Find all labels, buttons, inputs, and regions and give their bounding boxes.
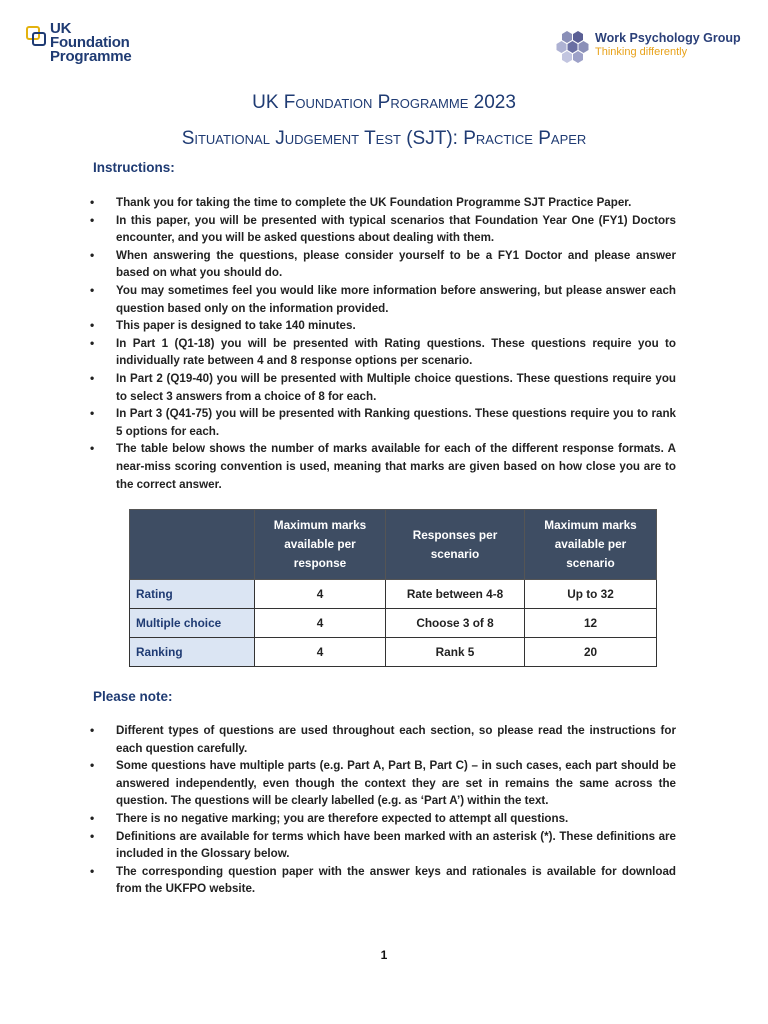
row-header-cell: Rating [130, 580, 255, 609]
list-item: • There is no negative marking; you are therefore expected to attempt all questions. [116, 810, 676, 828]
list-item: • Thank you for taking the time to complete the UK Foundation Programme SJT Practice Paper. [116, 194, 676, 212]
table-cell: 12 [525, 609, 657, 638]
please-note-heading: Please note: [93, 689, 173, 704]
row-header-cell: Ranking [130, 638, 255, 667]
logo-company-name: Work Psychology Group [595, 31, 741, 45]
please-note-list [116, 722, 676, 898]
table-header-cell: Maximum marks available per response [255, 510, 386, 580]
list-item: • In Part 3 (Q41-75) you will be presented with Ranking questions. These questions require you to rank 5 options for each. [116, 405, 676, 440]
table-header-cell [130, 510, 255, 580]
hexagon-cluster-icon [555, 28, 591, 64]
table-header-row [130, 510, 657, 580]
table-cell: 20 [525, 638, 657, 667]
table-cell: Choose 3 of 8 [386, 609, 525, 638]
uk-foundation-programme-logo [26, 22, 156, 70]
row-header-cell: Multiple choice [130, 609, 255, 638]
list-item: • This paper is designed to take 140 minutes. [116, 317, 676, 335]
list-item: • Different types of questions are used throughout each section, so please read the instructions for each question carefully. [116, 722, 676, 757]
table-header-cell: Maximum marks available per scenario [525, 510, 657, 580]
table-row [130, 609, 657, 638]
document-title: UK Foundation Programme 2023 [252, 92, 516, 113]
table-row [130, 580, 657, 609]
logo-tagline: Thinking differently [595, 46, 688, 58]
list-item: • In this paper, you will be presented with typical scenarios that Foundation Year One (FY1) Doctors encounter, and you will be asked questions about dealing with them. [116, 212, 676, 247]
table-cell: 4 [255, 609, 386, 638]
table-cell: 4 [255, 638, 386, 667]
list-item: • Definitions are available for terms which have been marked with an asterisk (*). These definitions are included in the Glossary below. [116, 828, 676, 863]
list-item: • You may sometimes feel you would like more information before answering, but please answer each question based only on the information provided. [116, 282, 676, 317]
logo-line-1: UK [50, 20, 72, 37]
list-item: • The table below shows the number of marks available for each of the different response formats. A near-miss scoring convention is used, meaning that marks are given based on how close you are to the correct answer. [116, 440, 676, 493]
logo-squares-icon [26, 26, 48, 48]
table-row [130, 638, 657, 667]
table-cell: Up to 32 [525, 580, 657, 609]
list-item: • In Part 2 (Q19-40) you will be presented with Multiple choice questions. These questions require you to select 3 answers from a choice of 8 for each. [116, 370, 676, 405]
logo-wordmark [50, 22, 132, 64]
logo-line-3: Programme [50, 48, 132, 65]
document-subtitle: Situational Judgement Test (SJT): Practice Paper [181, 128, 587, 149]
instructions-list [116, 194, 676, 493]
work-psychology-group-logo [555, 28, 755, 68]
page-number: 1 [380, 948, 388, 962]
marks-table [129, 509, 657, 667]
table-cell: Rate between 4-8 [386, 580, 525, 609]
list-item: • Some questions have multiple parts (e.g. Part A, Part B, Part C) – in such cases, each part should be answered independently, even though the context they are set in remains the same across the question. The questions will be clearly labelled (e.g. as ‘Part A’) within the text. [116, 757, 676, 810]
table-cell: 4 [255, 580, 386, 609]
list-item: • In Part 1 (Q1-18) you will be presented with Rating questions. These questions require you to individually rate between 4 and 8 response options per scenario. [116, 335, 676, 370]
list-item: • When answering the questions, please consider yourself to be a FY1 Doctor and please answer based on what you should do. [116, 247, 676, 282]
table-cell: Rank 5 [386, 638, 525, 667]
list-item: • The corresponding question paper with the answer keys and rationales is available for download from the UKFPO website. [116, 863, 676, 898]
table-header-cell: Responses per scenario [386, 510, 525, 580]
instructions-heading: Instructions: [93, 160, 175, 175]
logo-line-2: Foundation [50, 34, 130, 51]
